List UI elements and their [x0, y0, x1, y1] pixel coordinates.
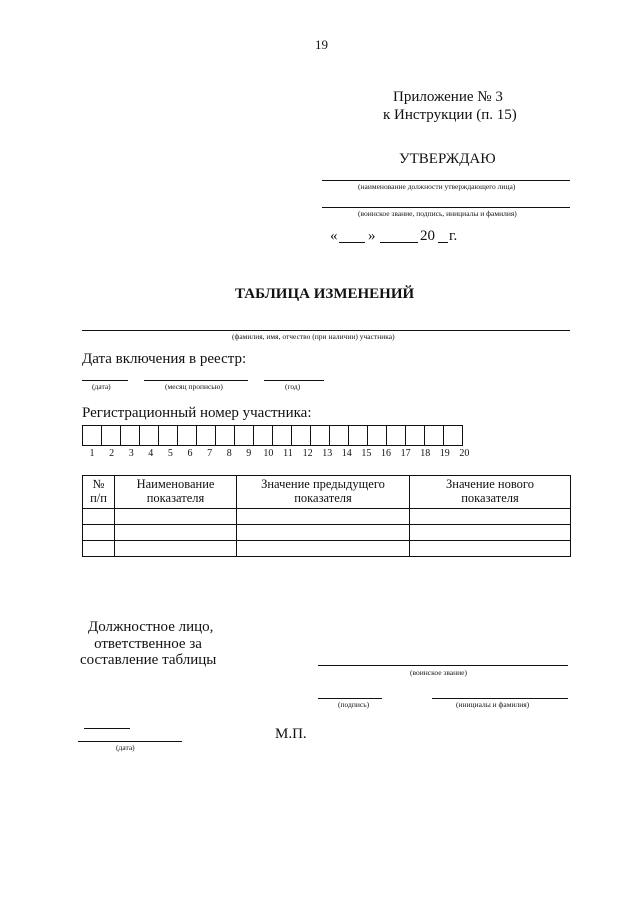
- registration-digit-cell: [121, 426, 140, 446]
- registry-year-caption: (год): [285, 382, 301, 391]
- registration-digit-cell: [349, 426, 368, 446]
- registration-digit-cell: [292, 426, 311, 446]
- table-cell: [115, 525, 237, 541]
- official-line-3: составление таблицы: [80, 652, 217, 668]
- approval-rank-line: [322, 207, 570, 208]
- registration-digit-label: 7: [207, 448, 213, 459]
- registration-number-grid: [82, 425, 463, 446]
- registration-digit-cell: [140, 426, 159, 446]
- registration-digit-label: 16: [381, 448, 391, 459]
- footer-short-line: [84, 728, 130, 729]
- table-cell: [115, 509, 237, 525]
- registry-year-line: [264, 380, 324, 381]
- changes-table-header-row: [83, 476, 571, 509]
- registration-digit-label: 4: [148, 448, 154, 459]
- official-line-1: Должностное лицо,: [88, 619, 214, 635]
- registry-month-line: [144, 380, 248, 381]
- registration-digit-label: 13: [322, 448, 333, 459]
- date-day-line: [339, 242, 365, 243]
- registration-digit-cell: [330, 426, 349, 446]
- registration-digit-label: 19: [439, 448, 450, 459]
- participant-name-line: [82, 330, 570, 331]
- table-cell: [410, 525, 571, 541]
- footer-date-line: [78, 741, 182, 742]
- registration-digit-label: 1: [89, 448, 95, 459]
- registration-digit-label: 11: [283, 448, 293, 459]
- registration-digit-cell: [159, 426, 178, 446]
- registry-month-caption: (месяц прописью): [165, 382, 223, 391]
- stamp-placeholder: М.П.: [275, 726, 307, 742]
- table-cell: [83, 509, 115, 525]
- date-close-quote: »: [368, 228, 376, 244]
- registration-digit-cell: [254, 426, 273, 446]
- registration-digit-cell: [444, 426, 463, 446]
- approval-rank-caption: (воинское звание, подпись, инициалы и фамилия): [358, 209, 517, 218]
- appendix-line-1: Приложение № 3: [393, 89, 503, 105]
- registration-digit-label: 9: [246, 448, 252, 459]
- participant-name-caption: (фамилия, имя, отчество (при наличии) участника): [232, 332, 395, 341]
- registry-day-caption: (дата): [92, 382, 111, 391]
- registration-digit-cell: [273, 426, 292, 446]
- official-signature-line: [318, 698, 382, 699]
- approval-position-caption: (наименование должности утверждающего лица): [358, 182, 516, 191]
- date-open-quote: «: [330, 228, 338, 244]
- registration-digit-label: 15: [361, 448, 372, 459]
- registry-date-label: Дата включения в реестр:: [82, 351, 247, 367]
- table-cell: [410, 509, 571, 525]
- table-row: [83, 525, 571, 541]
- registration-number-grid-row: [83, 426, 463, 446]
- registration-number-label: Регистрационный номер участника:: [82, 405, 312, 421]
- registration-digit-cell: [235, 426, 254, 446]
- approval-position-line: [322, 180, 570, 181]
- table-row: [83, 541, 571, 557]
- footer-date-caption: (дата): [116, 743, 135, 752]
- approval-title: УТВЕРЖДАЮ: [399, 151, 496, 167]
- registration-digit-cell: [216, 426, 235, 446]
- table-cell: [83, 541, 115, 557]
- date-month-line: [380, 242, 418, 243]
- table-cell: [115, 541, 237, 557]
- registration-digit-cell: [102, 426, 121, 446]
- registration-digit-cell: [368, 426, 387, 446]
- date-year-prefix: 20: [420, 228, 435, 244]
- registration-digit-cell: [178, 426, 197, 446]
- registration-digit-cell: [83, 426, 102, 446]
- table-cell: [410, 541, 571, 557]
- registration-digit-label: 10: [263, 448, 274, 459]
- date-year-suffix: г.: [449, 228, 458, 244]
- header-indicator-name: Наименование показателя: [115, 476, 237, 509]
- table-cell: [237, 525, 410, 541]
- changes-table: [82, 475, 571, 557]
- registration-digit-label: 12: [302, 448, 313, 459]
- registration-digit-cell: [387, 426, 406, 446]
- header-new-value: Значение нового показателя: [410, 476, 571, 509]
- official-name-line: [432, 698, 568, 699]
- date-year-line: [438, 242, 448, 243]
- registration-digit-label: 5: [167, 448, 173, 459]
- header-previous-value: Значение предыдущего показателя: [237, 476, 410, 509]
- registration-digit-cell: [425, 426, 444, 446]
- table-cell: [237, 541, 410, 557]
- table-row: [83, 509, 571, 525]
- official-line-2: ответственное за: [94, 636, 202, 652]
- registry-day-line: [82, 380, 128, 381]
- registration-digit-label: 18: [420, 448, 431, 459]
- registration-digit-label: 2: [109, 448, 115, 459]
- official-name-caption: (инициалы и фамилия): [456, 700, 530, 709]
- document-title: ТАБЛИЦА ИЗМЕНЕНИЙ: [235, 286, 415, 302]
- registration-digit-cell: [311, 426, 330, 446]
- official-rank-caption: (воинское звание): [410, 668, 467, 677]
- registration-digit-label: 3: [128, 448, 134, 459]
- registration-digit-cell: [197, 426, 216, 446]
- registration-digit-label: 8: [226, 448, 232, 459]
- header-number: № п/п: [83, 476, 115, 509]
- table-cell: [83, 525, 115, 541]
- registration-digit-label: 14: [341, 448, 352, 459]
- official-rank-line: [318, 665, 568, 666]
- registration-digit-label: 17: [400, 448, 411, 459]
- registration-digit-label: 20: [459, 448, 470, 459]
- appendix-line-2: к Инструкции (п. 15): [383, 107, 517, 123]
- changes-table-body: [83, 509, 571, 557]
- registration-digit-label: 6: [187, 448, 193, 459]
- registration-digit-cell: [406, 426, 425, 446]
- table-cell: [237, 509, 410, 525]
- official-signature-caption: (подпись): [338, 700, 370, 709]
- page-number: 19: [315, 37, 328, 52]
